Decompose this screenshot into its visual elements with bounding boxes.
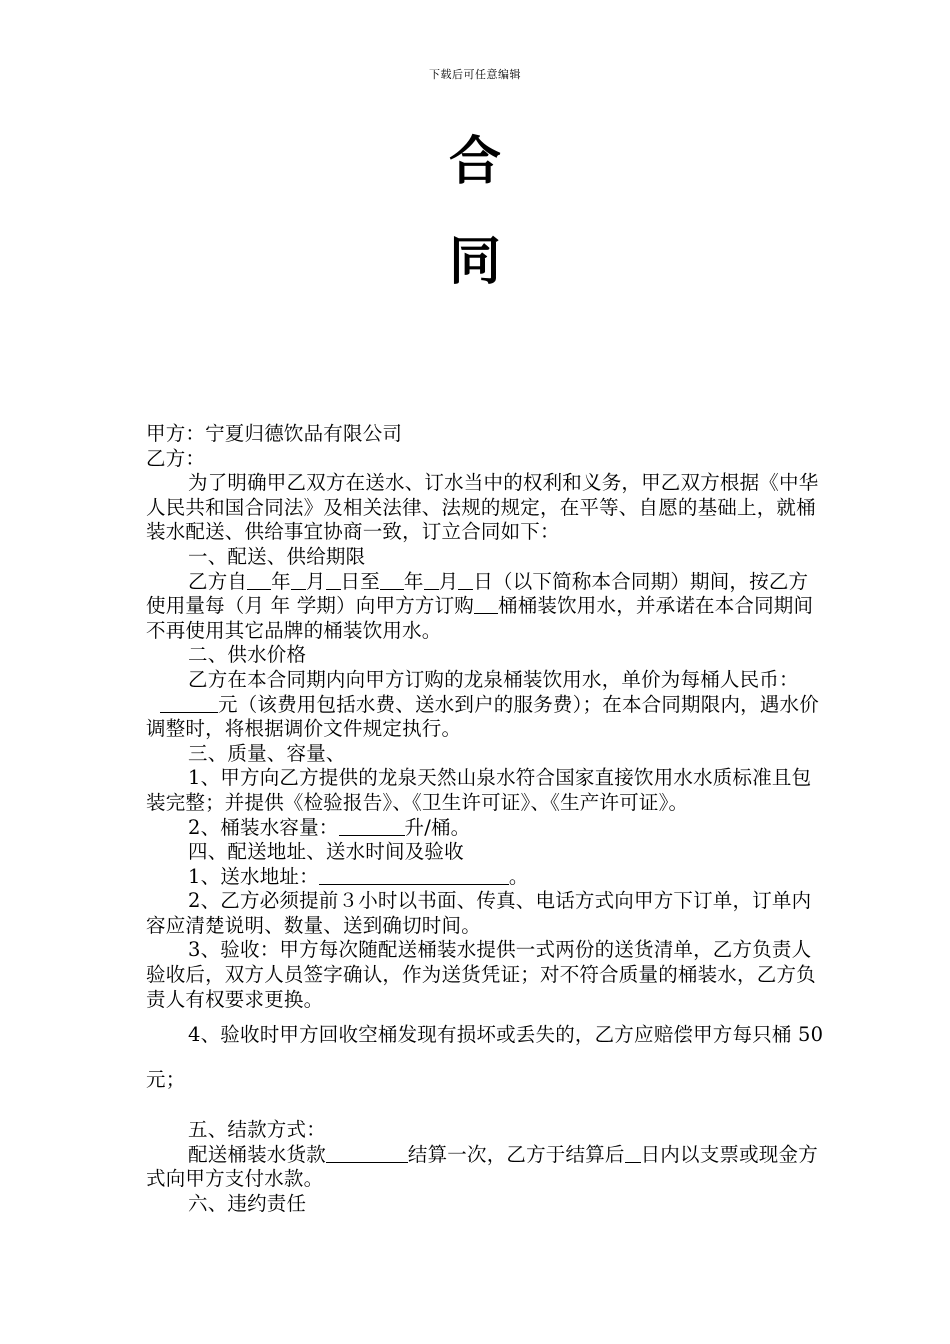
section-3-title: 三、质量、容量、 xyxy=(188,741,346,765)
text: 1、送水地址： xyxy=(188,864,319,888)
text: 年 xyxy=(403,569,424,593)
blank-field[interactable] xyxy=(326,1144,408,1163)
blank-field[interactable] xyxy=(625,1144,641,1163)
party-b: 乙方： xyxy=(146,446,206,470)
blank-field[interactable] xyxy=(380,571,404,590)
text: 日（以下简称本合同期）期间，按乙方使用量每（月 年 学期）向甲方方订购 xyxy=(146,569,809,618)
blank-field[interactable] xyxy=(160,694,218,713)
text: 月 xyxy=(438,569,459,593)
blank-field[interactable] xyxy=(339,817,405,836)
text: 日至 xyxy=(340,569,380,593)
text: 乙方自 xyxy=(188,569,248,593)
text: 元（该费用包括水费、送水到户的服务费）；在本合同期限内，遇水价调整时，将根据调价文件规定执行。 xyxy=(146,692,819,741)
contract-body xyxy=(146,422,826,1217)
text: 结算一次，乙方于结算后 xyxy=(407,1142,625,1166)
text: 2、桶装水容量： xyxy=(188,815,339,839)
section-1-paragraph xyxy=(146,570,826,644)
section-5-title: 五、结款方式： xyxy=(188,1118,326,1142)
section-2-title: 二、供水价格 xyxy=(188,643,307,667)
blank-field[interactable] xyxy=(247,571,271,590)
text: 年 xyxy=(271,569,291,593)
blank-field[interactable] xyxy=(291,571,306,590)
blank-field[interactable] xyxy=(319,866,509,885)
section-2-paragraph xyxy=(146,668,826,742)
section-3-item-2 xyxy=(146,816,826,841)
section-4-item-3: 3、验收：甲方每次随配送桶装水提供一式两份的送货清单，乙方负责人验收后，双方人员签字确认，作为送货凭证；对不符合质量的桶装水，乙方负责人有权要求更换。 xyxy=(146,938,816,1011)
blank-field[interactable] xyxy=(326,571,341,590)
text: 。 xyxy=(508,864,529,888)
title-char-1: 合 xyxy=(448,132,501,192)
intro-paragraph: 为了明确甲乙双方在送水、订水当中的权利和义务，甲乙双方根据《中华人民共和国合同法》及相关法律、法规的规定，在平等、自愿的基础上，就桶装水配送、供给事宜协商一致，订立合同如下： xyxy=(146,471,819,544)
page-header: 下载后可任意编辑 xyxy=(429,68,521,81)
section-4-item-4: 4、验收时甲方回收空桶发现有损坏或丢失的，乙方应赔偿甲方每只桶 50 元； xyxy=(146,1023,824,1092)
section-4-item-2: 2、乙方必须提前３小时以书面、传真、电话方式向甲方下订单，订单内容应清楚说明、数量、送到确切时间。 xyxy=(146,889,812,937)
blank-field[interactable] xyxy=(474,595,498,614)
section-1-title: 一、配送、供给期限 xyxy=(188,544,366,568)
blank-field[interactable] xyxy=(424,571,439,590)
section-6-title: 六、违约责任 xyxy=(188,1192,307,1216)
section-4-item-1 xyxy=(146,865,826,890)
text: 乙方在本合同期内向甲方订购的龙泉桶装饮用水，单价为每桶人民币： xyxy=(188,667,799,691)
section-5-paragraph xyxy=(146,1143,826,1192)
section-4-title: 四、配送地址、送水时间及验收 xyxy=(188,840,464,864)
text: 配送桶装水货款 xyxy=(188,1142,326,1166)
text: 月 xyxy=(305,569,326,593)
blank-field[interactable] xyxy=(458,571,473,590)
party-a: 甲方：宁夏归德饮品有限公司 xyxy=(146,422,403,445)
text: 桶桶装饮用水，并承诺在本合同期间不再使用其它品牌的桶装饮用水。 xyxy=(146,594,814,642)
section-3-item-1: 1、甲方向乙方提供的龙泉天然山泉水符合国家直接饮用水水质标准且包装完整；并提供《检验报告》、《卫生许可证》、《生产许可证》。 xyxy=(146,766,812,814)
text: 升/桶。 xyxy=(404,815,471,839)
title-char-2: 同 xyxy=(448,232,501,292)
text: 日内以支票或现金方式向甲方支付水款。 xyxy=(146,1142,818,1191)
